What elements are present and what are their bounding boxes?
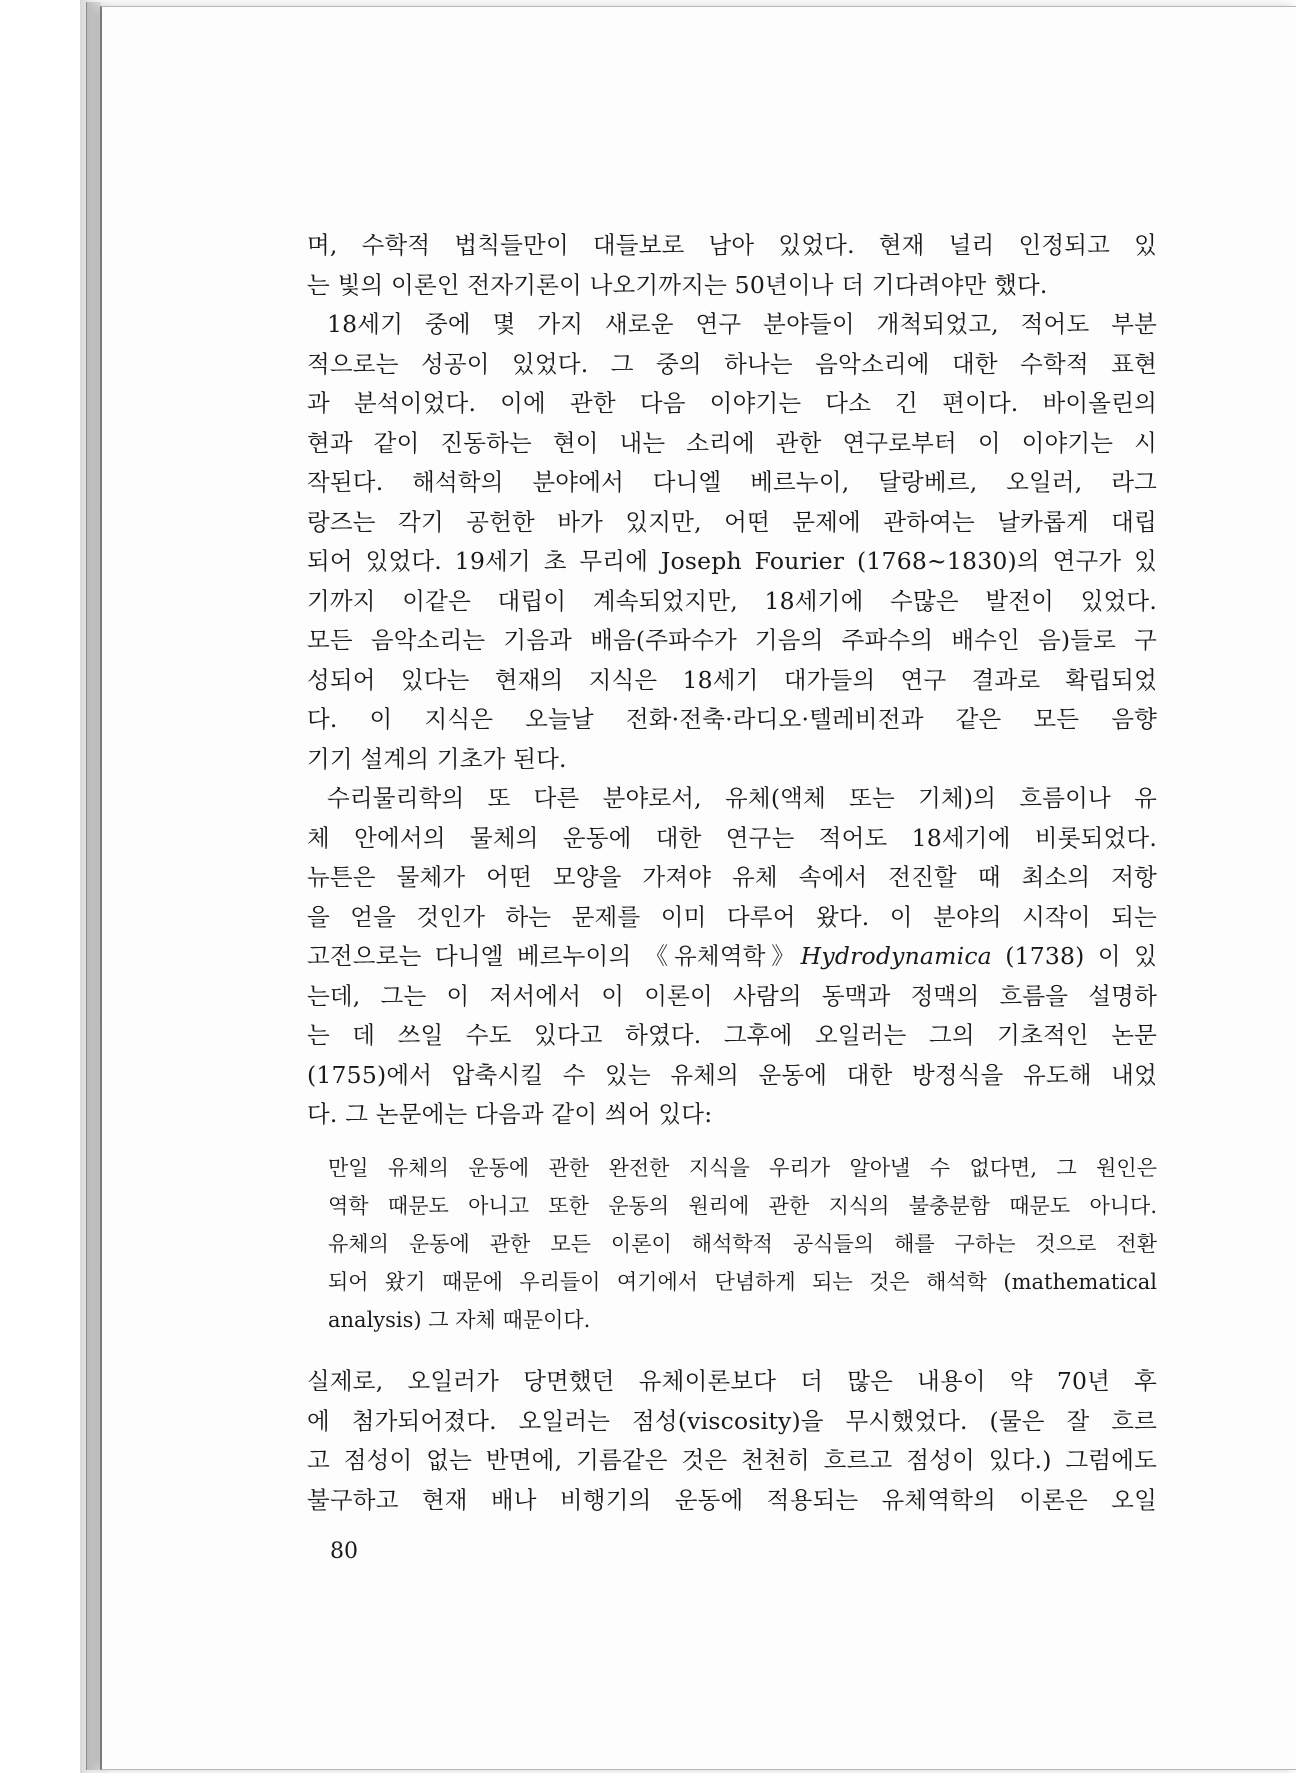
text-line: 는 빛의 이론인 전자기론이 나오기까지는 50년이나 더 기다려야만 했다. [307, 270, 1048, 299]
quote-line: 만일 유체의 운동에 관한 완전한 지식을 우리가 알아낼 수 없다면, 그 원인은 [328, 1156, 1157, 1180]
page-number: 80 [330, 1539, 358, 1564]
text-line: 기까지 이같은 대립이 계속되었지만, 18세기에 수많은 발전이 있었다. [307, 586, 1157, 615]
text-line: 며, 수학적 법칙들만이 대들보로 남아 있었다. 현재 널리 인정되고 있 [307, 231, 1157, 259]
text-line: 는데, 그는 이 저서에서 이 이론이 사람의 동맥과 정맥의 흐름을 설명하 [307, 981, 1157, 1010]
text-line: 모든 음악소리는 기음과 배음(주파수가 기음의 주파수의 배수인 음)들로 구 [307, 626, 1157, 654]
text-line: 실제로, 오일러가 당면했던 유체이론보다 더 많은 내용이 약 70년 후 [307, 1367, 1157, 1395]
text-line: 는 데 쓰일 수도 있다고 하였다. 그후에 오일러는 그의 기초적인 논문 [307, 1021, 1157, 1049]
page-stack-edge [86, 2, 101, 1770]
text-line: 적으로는 성공이 있었다. 그 중의 하나는 음악소리에 대한 수학적 표현 [307, 349, 1157, 378]
block-quote [328, 1149, 1157, 1339]
text-line: 불구하고 현재 배나 비행기의 운동에 적용되는 유체역학의 이론은 오일 [307, 1485, 1157, 1514]
text-line: 다. 그 논문에는 다음과 같이 씌어 있다: [307, 1100, 713, 1128]
text-line: 뉴튼은 물체가 어떤 모양을 가져야 유체 속에서 전진할 때 최소의 저항 [307, 863, 1157, 891]
text-line: 체 안에서의 물체의 운동에 대한 연구는 적어도 18세기에 비롯되었다. [307, 823, 1157, 852]
text-line: 되어 있었다. 19세기 초 무리에 Joseph Fourier (1768~1830)의 연구가 있 [307, 547, 1157, 575]
text-line: 다. 이 지식은 오늘날 전화·전축·라디오·텔레비전과 같은 모든 음향 [307, 705, 1157, 733]
quote-line: analysis) 그 자체 때문이다. [328, 1308, 591, 1332]
paragraph-first-line: 수리물리학의 또 다른 분야로서, 유체(액체 또는 기체)의 흐름이나 유 [327, 784, 1157, 812]
quote-line: 되어 왔기 때문에 우리들이 여기에서 단념하게 되는 것은 해석학 (mathematical [328, 1270, 1157, 1294]
book-title-italic: Hydrodynamica [800, 942, 992, 970]
text-line: 에 첨가되어졌다. 오일러는 점성(viscosity)을 무시했었다. (물은 잘 흐르 [307, 1406, 1157, 1435]
text-line: (1755)에서 압축시킬 수 있는 유체의 운동에 대한 방정식을 유도해 내었 [307, 1060, 1157, 1089]
text-line: 작된다. 해석학의 분야에서 다니엘 베르누이, 달랑베르, 오일러, 라그 [307, 468, 1157, 496]
quote-line: 유체의 운동에 관한 모든 이론이 해석학적 공식들의 해를 구하는 것으로 전환 [328, 1232, 1157, 1256]
text-line: 을 얻을 것인가 하는 문제를 이미 다루어 왔다. 이 분야의 시작이 되는 [307, 902, 1157, 931]
text-segment: 고전으로는 다니엘 베르누이의 《유체역학》 [307, 942, 801, 970]
text-line-with-title [307, 937, 1157, 977]
paragraph-first-line: 18세기 중에 몇 가지 새로운 연구 분야들이 개척되었고, 적어도 부분 [327, 310, 1157, 338]
text-line: 성되어 있다는 현재의 지식은 18세기 대가들의 연구 결과로 확립되었 [307, 665, 1157, 694]
main-text-block [307, 226, 1157, 1135]
text-line: 현과 같이 진동하는 현이 내는 소리에 관한 연구로부터 이 이야기는 시 [307, 428, 1157, 457]
text-line: 기기 설계의 기초가 된다. [307, 744, 567, 773]
quote-line: 역학 때문도 아니고 또한 운동의 원리에 관한 지식의 불충분함 때문도 아니다. [328, 1194, 1157, 1218]
text-line: 고 점성이 없는 반면에, 기름같은 것은 천천히 흐르고 점성이 있다.) 그럼에도 [307, 1446, 1157, 1474]
text-line: 과 분석이었다. 이에 관한 다음 이야기는 다소 긴 편이다. 바이올린의 [307, 389, 1157, 417]
closing-text-block [307, 1362, 1157, 1520]
text-line: 랑즈는 각기 공헌한 바가 있지만, 어떤 문제에 관하여는 날카롭게 대립 [307, 507, 1157, 536]
text-segment: (1738) 이 있 [991, 942, 1158, 970]
